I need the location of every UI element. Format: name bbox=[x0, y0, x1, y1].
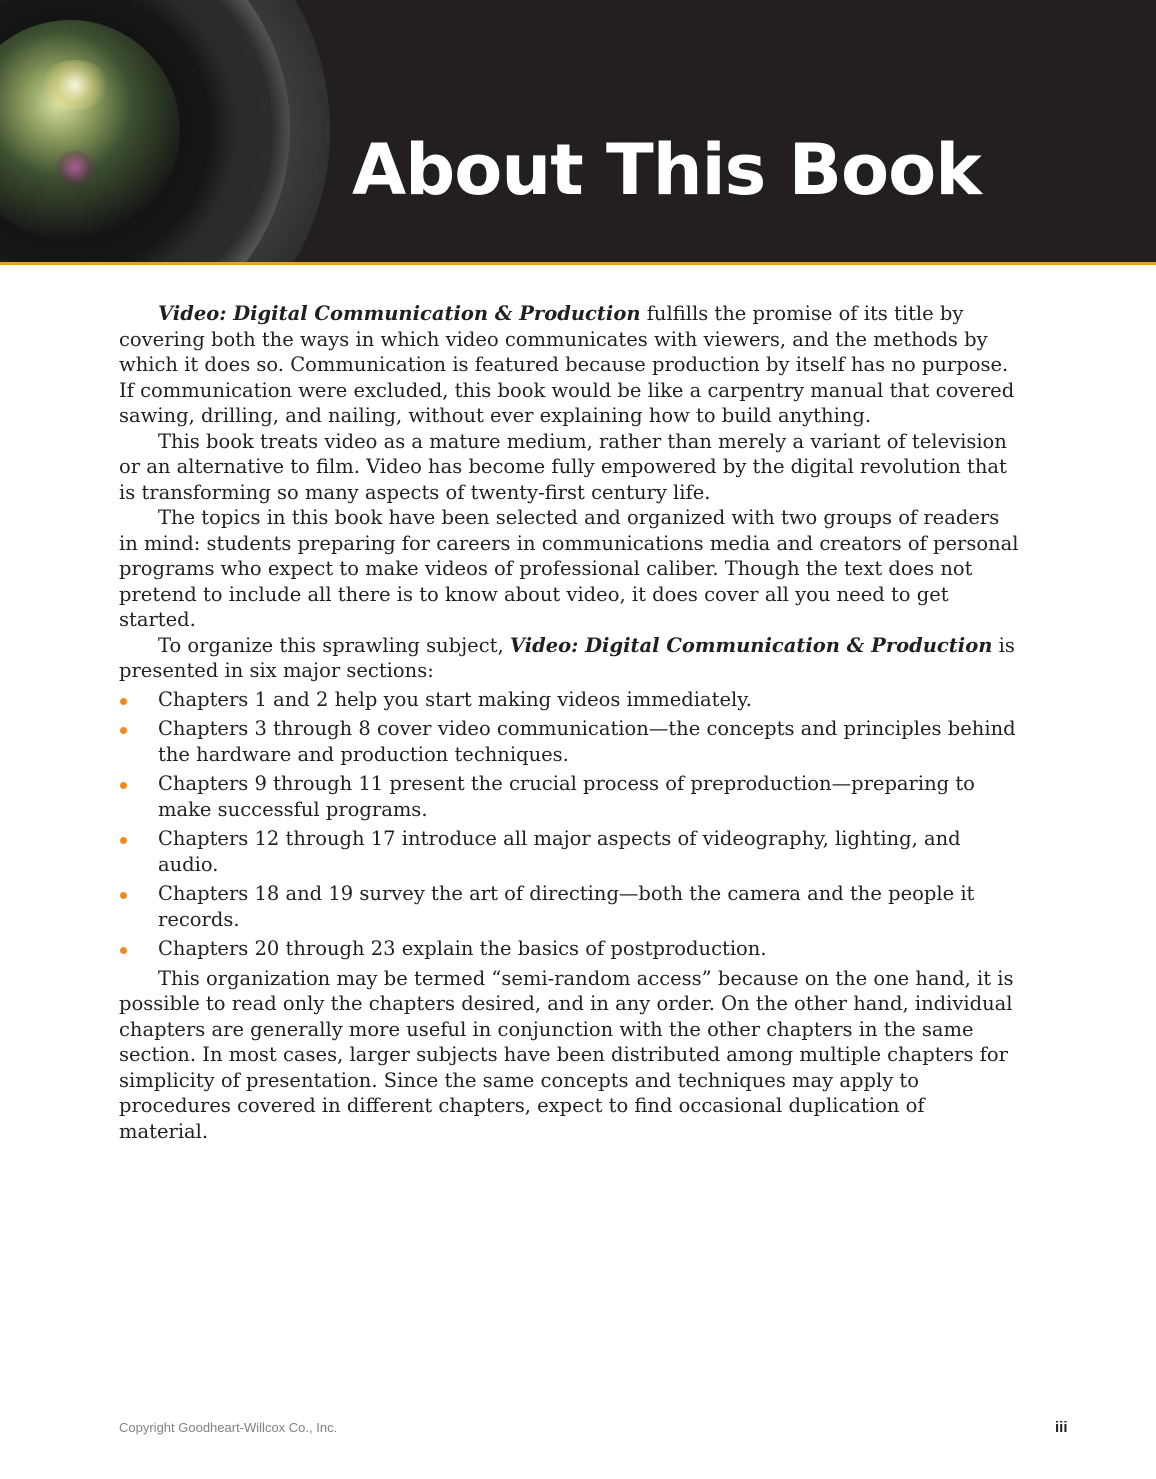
list-item bbox=[119, 771, 1019, 822]
sections-list bbox=[119, 687, 1019, 962]
sections-intro-tail: is presented in six major sections: bbox=[119, 633, 1015, 682]
bullet-icon bbox=[120, 947, 127, 954]
lens-reflection bbox=[55, 150, 95, 185]
sections-intro-lead: To organize this sprawling subject, bbox=[158, 633, 510, 657]
body-text bbox=[119, 301, 1019, 1144]
copyright-notice: Copyright Goodheart-Willcox Co., Inc. bbox=[119, 1420, 338, 1435]
list-item-text: Chapters 3 through 8 cover video communication—the concepts and principles behind the hardware and production techniques. bbox=[158, 717, 1016, 766]
bullet-icon bbox=[120, 698, 127, 705]
list-item bbox=[119, 826, 1019, 877]
list-item bbox=[119, 881, 1019, 932]
paragraph-sections-intro bbox=[119, 633, 1019, 684]
lens-flare bbox=[40, 60, 110, 110]
paragraph-audience: The topics in this book have been selected and organized with two groups of readers in mind: students preparing for careers in communications media and creators of personal programs who expect to make videos of professional caliber. Though the text does not pretend to include all there is to know about video, it does cover all you need to get started. bbox=[119, 506, 1019, 631]
bullet-icon bbox=[120, 727, 127, 734]
paragraph-medium: This book treats video as a mature medium, rather than merely a variant of television or an alternative to film. Video has become fully empowered by the digital revolution that is transforming so many aspects of twenty-first century life. bbox=[119, 429, 1007, 504]
page-header bbox=[0, 0, 1156, 262]
list-item bbox=[119, 716, 1019, 767]
paragraph-organization: This organization may be termed “semi-random access” because on the one hand, it is possible to read only the chapters desired, and in any order. On the other hand, individual chapters are generally more useful in conjunction with the other chapters in the same section. In most cases, larger subjects have been distributed among multiple chapters for simplicity of presentation. Since the same concepts and techniques may apply to procedures covered in different chapters, expect to find occasional duplication of material. bbox=[119, 966, 1014, 1143]
page-number: iii bbox=[1055, 1419, 1068, 1436]
paragraph-intro-text: fulfills the promise of its title by covering both the ways in which video communicates with viewers, and the methods by which it does so. Communication is featured because production by itself has no purpose. If communication were excluded, this book would be like a carpentry manual that covered sawing, drilling, and nailing, without ever explaining how to build anything. bbox=[119, 302, 1015, 427]
page-title: About This Book bbox=[352, 129, 981, 211]
list-item-text: Chapters 12 through 17 introduce all major aspects of videography, lighting, and audio. bbox=[158, 827, 961, 876]
bullet-icon bbox=[120, 837, 127, 844]
book-title: Video: Digital Communication & Production bbox=[158, 302, 641, 325]
bullet-icon bbox=[120, 892, 127, 899]
list-item-text: Chapters 1 and 2 help you start making videos immediately. bbox=[158, 687, 752, 711]
list-item bbox=[119, 687, 1019, 713]
book-title: Video: Digital Communication & Production bbox=[509, 633, 993, 657]
bullet-icon bbox=[120, 782, 127, 789]
list-item bbox=[119, 936, 1019, 962]
header-divider bbox=[0, 262, 1156, 265]
paragraph-intro bbox=[119, 301, 1019, 429]
list-item-text: Chapters 20 through 23 explain the basics of postproduction. bbox=[158, 937, 767, 960]
list-item-text: Chapters 18 and 19 survey the art of directing—both the camera and the people it records. bbox=[158, 882, 975, 931]
list-item-text: Chapters 9 through 11 present the crucial process of preproduction—preparing to make successful programs. bbox=[158, 772, 975, 821]
